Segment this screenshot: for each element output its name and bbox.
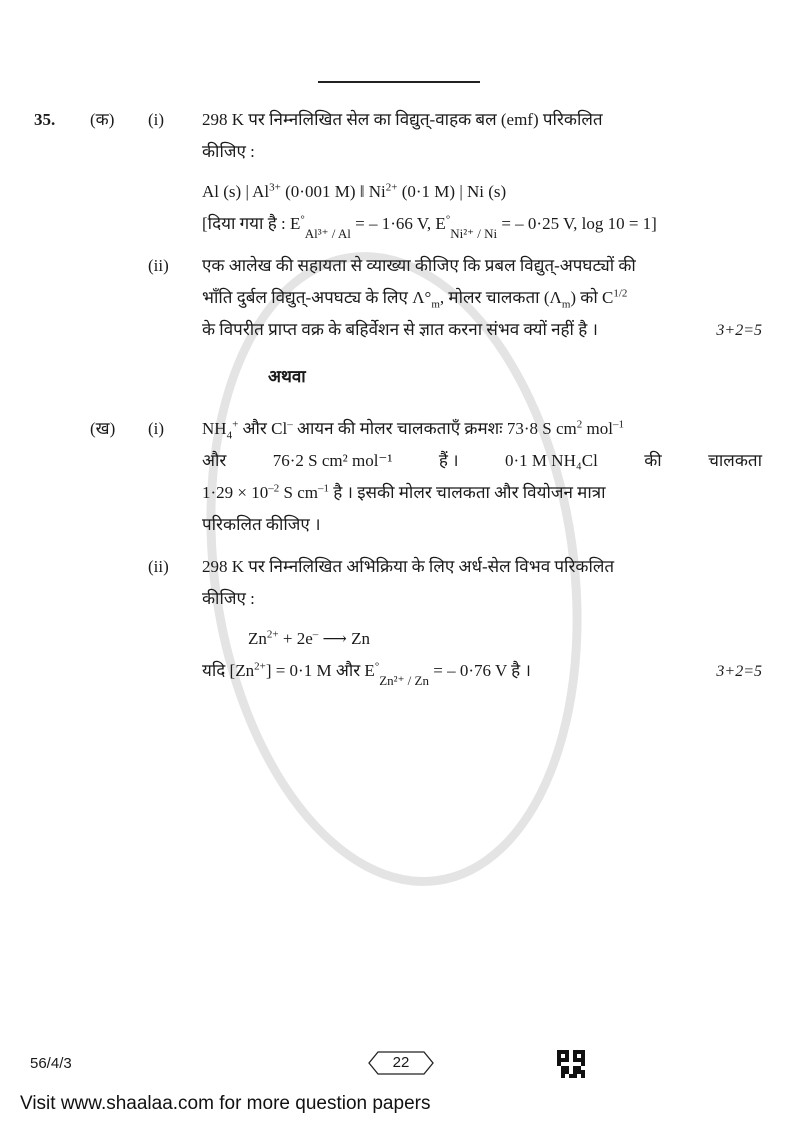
marks-b: 3+2=5 [716,663,762,680]
part-a-ii [34,250,762,347]
part-a-i-line1: 298 K पर निम्नलिखित सेल का विद्युत्-वाहक बल (emf) परिकलित [202,110,603,129]
reaction-equation: $Zn^{2+} + 2e^-$ ⟶ Zn [248,628,371,648]
question-number: 35. [34,110,56,129]
part-b-i [34,413,762,541]
part-a-i-label: (i) [148,110,165,129]
part-b-i-label: (i) [148,419,165,438]
top-rule [318,81,480,83]
qr-code-icon [557,1050,585,1078]
marks-a: 3+2=5 [716,322,762,339]
part-b-i-line2: और 76·2 S cm² mol⁻¹ हैं । 0·1 M NH₄Cl की चालकता [202,451,762,470]
part-b-ii [34,551,762,688]
part-a-i [34,104,762,240]
cell-notation: Al (s) | $Al^{3+}$ (0·001 M) ‖ $Ni^{2+}$ (0·1 M) | Ni (s) [202,181,507,201]
or-label: अथवा [268,367,306,386]
part-b-ii-line1: 298 K पर निम्नलिखित अभिक्रिया के लिए अर्ध-सेल विभव परिकलित [202,557,615,576]
part-b-i-line1: $NH_4^+$ और Cl– आयन की मोलर चालकताएँ क्रमशः 73·8 S $cm^2$ mol$^{-1}$ [202,418,624,442]
paper-code: 56/4/3 [30,1055,72,1072]
part-b-i-line3: $1\cdot 29 \times 10^{-2}$ S $cm^{-1}$ है । इसकी मोलर चालकता और वियोजन मात्रा [202,482,606,502]
part-a-ii-line2: भाँति दुर्बल विद्युत्-अपघट्य के लिए $\Lambda^\circ_m$, मोलर चालकता $(\Lambda_m)$ को $C^{1/2}$ [202,287,628,311]
page-number-badge [368,1051,434,1075]
part-a-i-line2: कीजिए : [202,142,255,161]
given-data: [दिया गया है : $E^\circ_{Al^{3+} / Al}$ = – 1·66 V, $E^\circ_{Ni^{2+} / Ni}$ = – 0·25 V, log 10 = 1] [202,213,657,241]
part-a-label: (क) [90,110,115,129]
question-35 [34,104,762,688]
part-b-ii-label: (ii) [148,557,169,576]
part-a-ii-line1: एक आलेख की सहायता से व्याख्या कीजिए कि प्रबल विद्युत्-अपघट्यों की [202,256,636,275]
part-a-ii-line3: के विपरीत प्राप्त वक्र के बहिर्वेशन से ज्ञात करना संभव क्यों नहीं है । [202,320,598,339]
part-b-ii-line2: कीजिए : [202,589,255,608]
condition-line: यदि $[Zn^{2+}] = 0\cdot 1$ M और $E^\circ_{Zn^{2+} / Zn}$ = – 0·76 V है । [202,660,531,688]
page-number: 22 [392,1054,410,1071]
part-b-i-line4: परिकलित कीजिए । [202,515,321,534]
part-b-label: (ख) [90,419,116,438]
part-a-ii-label: (ii) [148,256,169,275]
site-footer-text: Visit www.shaalaa.com for more question papers [20,1093,431,1114]
